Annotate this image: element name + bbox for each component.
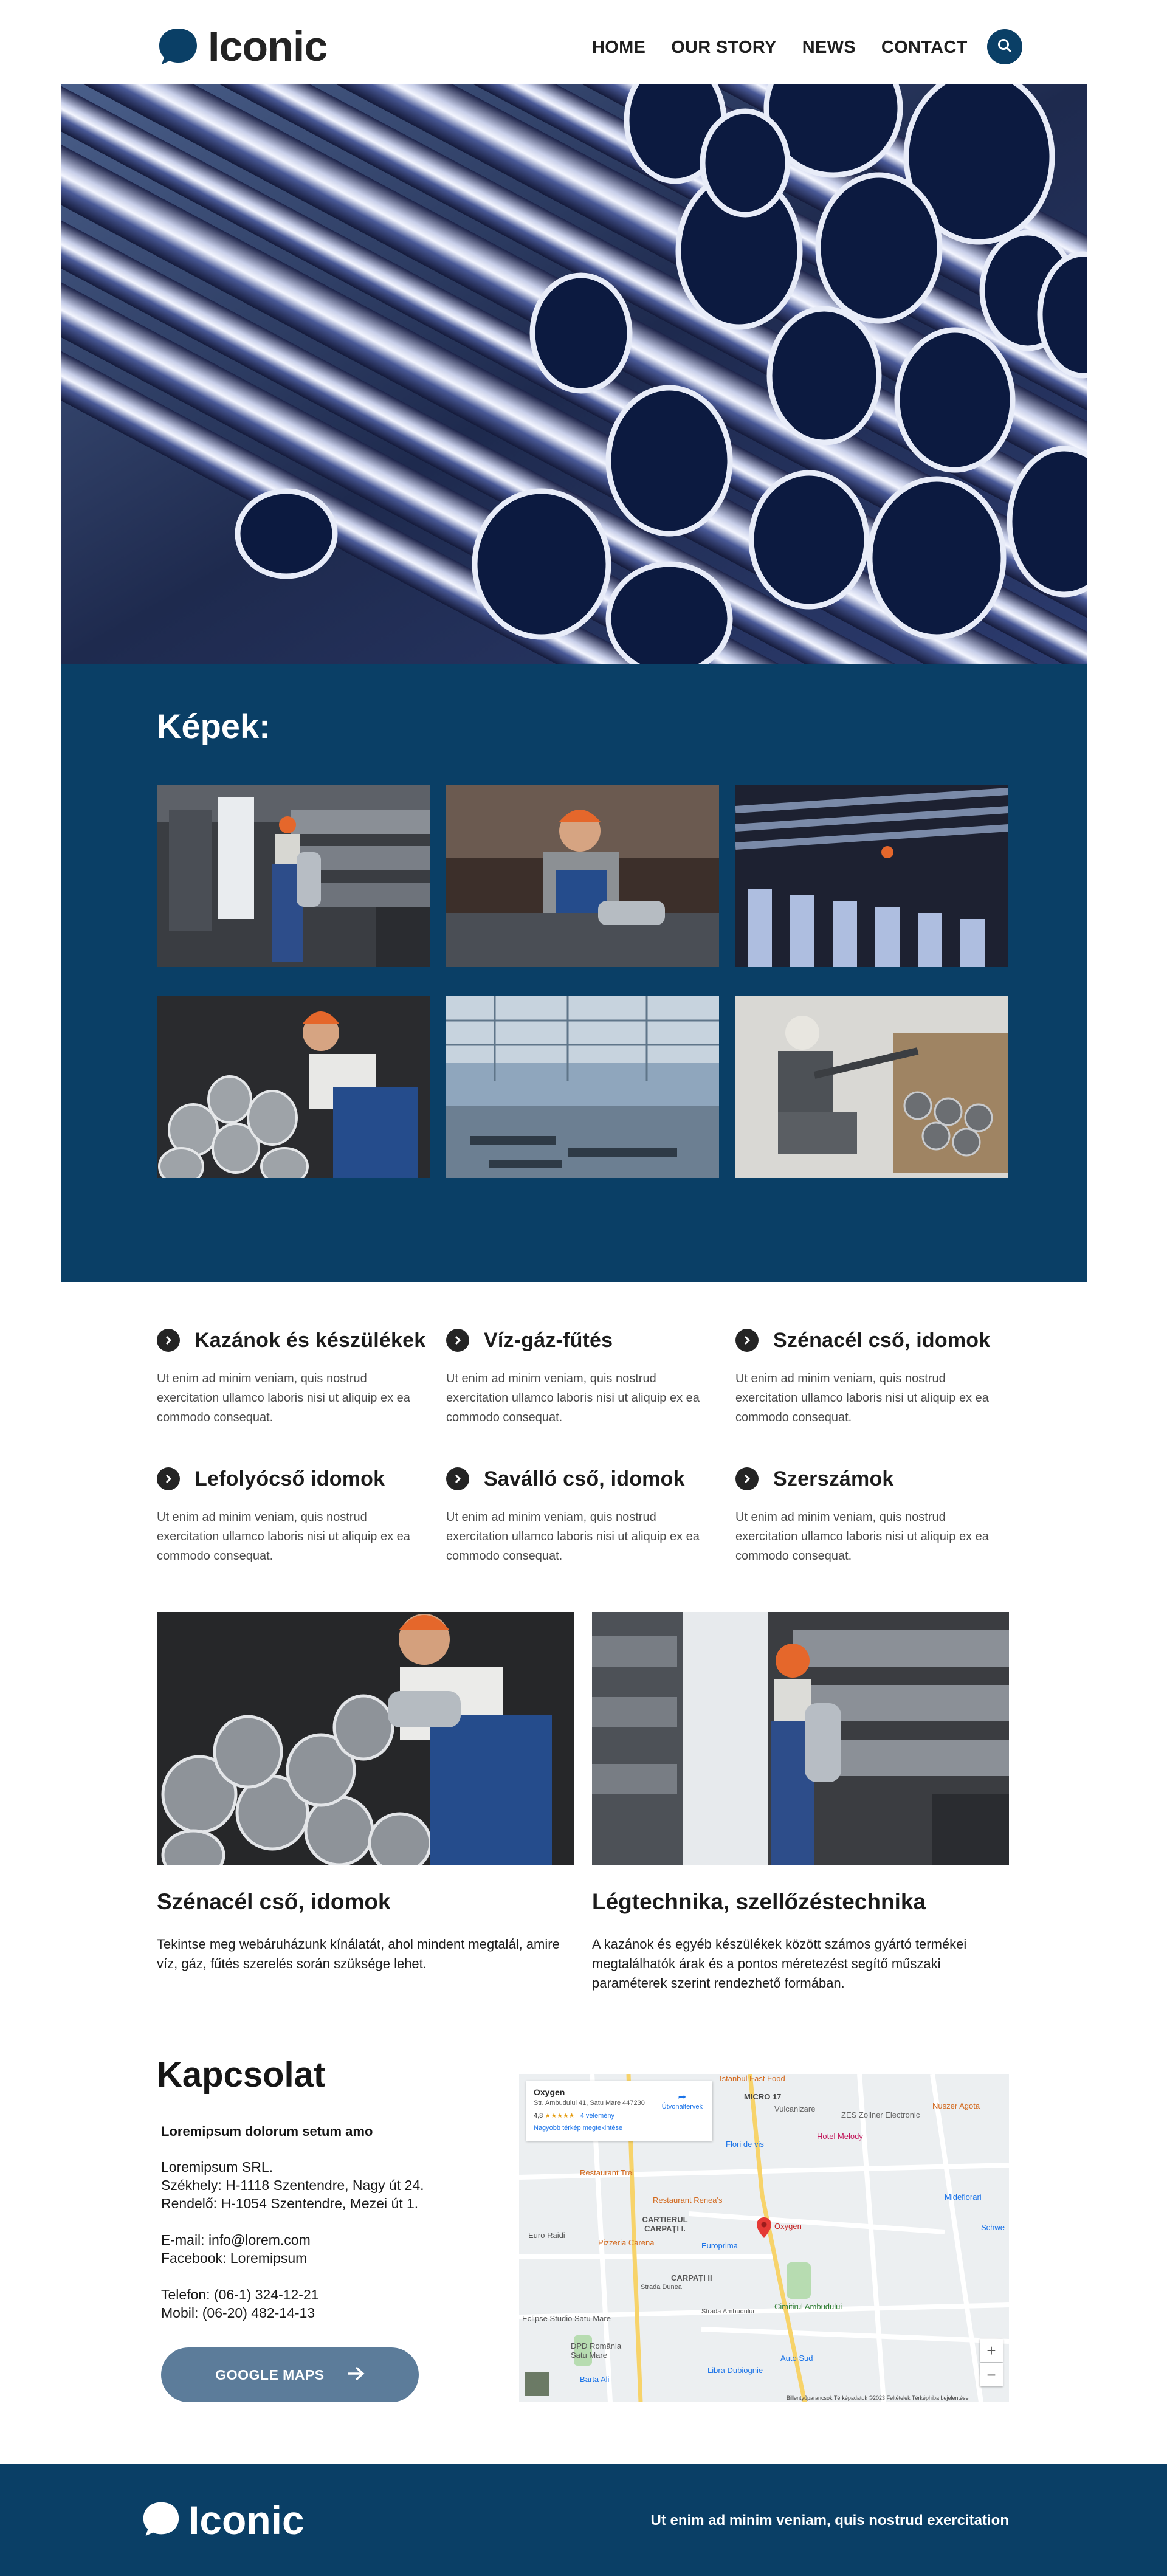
hero-image-pipes [61, 84, 1087, 664]
nav-news[interactable]: NEWS [802, 37, 856, 57]
map-label: MICRO 17 [744, 2092, 782, 2101]
site-header [0, 0, 1167, 84]
company-name: Loremipsum SRL. [161, 2159, 274, 2175]
gallery-image-worker-kneeling[interactable] [735, 996, 1008, 1178]
map-label: Restaurant Trei [580, 2168, 634, 2177]
contact-subtitle: Loremipsum dolorum setum amo [161, 2124, 373, 2139]
feature-image-ventilation[interactable] [592, 1612, 1009, 1865]
nav-contact[interactable]: CONTACT [881, 37, 968, 57]
site-logo[interactable] [157, 23, 327, 69]
service-description: Ut enim ad minim veniam, quis nostrud exercitation ullamco laboris nisi ut aliquip ex ea commodo consequat. [157, 1372, 410, 1424]
map-label: Barta Ali [580, 2375, 610, 2384]
site-footer [0, 2464, 1167, 2576]
map-label: Pizzeria Carena [598, 2238, 655, 2247]
map-label: CARPAȚI II [671, 2273, 712, 2282]
map-zoom-out-button[interactable]: − [980, 2363, 1003, 2386]
gallery-title: Képek: [157, 707, 270, 745]
gallery-image-welder[interactable] [446, 785, 719, 967]
map-label: Mideflorari [945, 2192, 982, 2202]
map-label: Cimitirul Ambudului [774, 2302, 842, 2311]
feature-title[interactable]: Szénacél cső, idomok [157, 1889, 391, 1914]
service-description: Ut enim ad minim veniam, quis nostrud exercitation ullamco laboris nisi ut aliquip ex ea commodo consequat. [735, 1510, 989, 1563]
map-directions-link[interactable] [662, 2091, 703, 2110]
map-place-rating [534, 2112, 705, 2120]
map-label: Auto Sud [780, 2354, 813, 2363]
google-maps-button[interactable] [161, 2347, 419, 2402]
speech-bubble-logo-icon [157, 26, 199, 66]
map-label: Oxygen [774, 2222, 802, 2231]
nav-home[interactable]: HOME [592, 37, 646, 57]
directions-icon: ➦ [678, 2092, 687, 2102]
map-place-card [526, 2081, 712, 2141]
feature-description: Tekintse meg webáruházunk kínálatát, ahol mindent megtalál, amire víz, gáz, fűtés szerelés során szüksége lehet. [157, 1937, 560, 1971]
company-seat: Székhely: H-1118 Szentendre, Nagy út 24. [161, 2177, 424, 2193]
service-title[interactable]: Szénacél cső, idomok [773, 1328, 991, 1352]
chevron-right-icon [735, 1329, 759, 1352]
map-label: Restaurant Renea's [653, 2195, 723, 2205]
service-item [735, 1464, 1003, 1566]
search-button[interactable] [987, 29, 1022, 64]
map-rating-value: 4,8 [534, 2112, 543, 2120]
map-label: DPD România Satu Mare [571, 2341, 622, 2360]
gallery-image-factory-hall[interactable] [446, 996, 719, 1178]
chevron-right-icon [446, 1467, 469, 1490]
arrow-right-icon [346, 2366, 365, 2385]
chevron-right-icon [735, 1467, 759, 1490]
service-title[interactable]: Víz-gáz-fűtés [484, 1328, 613, 1352]
map-label: Strada Ambudului [701, 2308, 754, 2315]
gallery-image-pipe-racks[interactable] [735, 785, 1008, 967]
service-item [157, 1464, 424, 1566]
map-place-name: Oxygen [534, 2087, 565, 2097]
contact-mobile[interactable]: Mobil: (06-20) 482-14-13 [161, 2305, 315, 2321]
contact-email[interactable]: E-mail: info@lorem.com [161, 2232, 311, 2248]
service-title[interactable]: Szerszámok [773, 1467, 894, 1490]
nav-our-story[interactable]: OUR STORY [671, 37, 777, 57]
map-label: Hotel Melody [817, 2132, 863, 2141]
chevron-right-icon [157, 1329, 180, 1352]
chevron-right-icon [157, 1467, 180, 1490]
map-label: ZES Zollner Electronic [841, 2110, 920, 2120]
service-item [735, 1325, 1003, 1427]
map-label: Flori de vis [726, 2140, 764, 2149]
speech-bubble-logo-icon [141, 2500, 181, 2541]
embedded-map[interactable] [519, 2074, 1009, 2402]
map-label: Eclipse Studio Satu Mare [522, 2314, 611, 2323]
google-maps-button-label: GOOGLE MAPS [215, 2366, 325, 2383]
map-label: Istanbul Fast Food [720, 2074, 785, 2083]
footer-tagline: Ut enim ad minim veniam, quis nostrud exercitation [650, 2512, 1009, 2529]
service-title[interactable]: Lefolyócső idomok [194, 1467, 385, 1490]
service-description: Ut enim ad minim veniam, quis nostrud exercitation ullamco laboris nisi ut aliquip ex ea commodo consequat. [446, 1372, 700, 1424]
map-label: Europrima [701, 2241, 738, 2250]
map-directions-label: Útvonaltervek [661, 2103, 703, 2110]
service-item [157, 1325, 424, 1427]
map-label: Schwe [981, 2223, 1005, 2232]
map-rating-stars: ★★★★★ [545, 2112, 575, 2120]
map-place-address: Str. Ambudului 41, Satu Mare 447230 [534, 2099, 645, 2107]
contact-title: Kapcsolat [157, 2055, 326, 2095]
map-label: Vulcanizare [774, 2104, 816, 2113]
map-pin-icon[interactable] [756, 2217, 772, 2242]
map-label: CARTIERUL CARPAȚI I. [642, 2215, 688, 2233]
service-description: Ut enim ad minim veniam, quis nostrud exercitation ullamco laboris nisi ut aliquip ex ea commodo consequat. [735, 1372, 989, 1424]
gallery-section [61, 664, 1087, 1282]
contact-phone[interactable]: Telefon: (06-1) 324-12-21 [161, 2287, 319, 2302]
map-label: Strada Dunea [641, 2284, 682, 2291]
map-label: Nuszer Agota [932, 2101, 980, 2110]
service-description: Ut enim ad minim veniam, quis nostrud exercitation ullamco laboris nisi ut aliquip ex ea commodo consequat. [446, 1510, 700, 1563]
footer-logo-text: Iconic [188, 2498, 305, 2543]
map-attribution[interactable]: Billentyűparancsok Térképadatok ©2023 Feltételek Térképhiba bejelentése [787, 2395, 969, 2401]
service-item [446, 1325, 714, 1427]
search-icon [996, 37, 1013, 57]
main-nav [592, 34, 968, 61]
gallery-image-worker-pipes[interactable] [157, 996, 430, 1178]
footer-logo[interactable] [141, 2499, 305, 2541]
service-item [446, 1464, 714, 1566]
feature-image-carbon-steel[interactable] [157, 1612, 574, 1865]
map-label: Euro Raidi [528, 2231, 565, 2240]
feature-description: A kazánok és egyéb készülékek között számos gyártó termékei megtalálhatók árak és a pontos méretezést segítő műszaki paraméterek szerint rendezhető formában. [592, 1937, 967, 1991]
service-title[interactable]: Kazánok és készülékek [194, 1328, 426, 1352]
gallery-image-worker-warehouse[interactable] [157, 785, 430, 967]
map-label: Libra Dubiognie [707, 2366, 763, 2375]
map-larger-link[interactable]: Nagyobb térkép megtekintése [534, 2124, 623, 2132]
chevron-right-icon [446, 1329, 469, 1352]
service-title[interactable]: Saválló cső, idomok [484, 1467, 685, 1490]
map-reviews-link[interactable]: 4 vélemény [580, 2112, 614, 2120]
feature-title[interactable]: Légtechnika, szellőzéstechnika [592, 1889, 926, 1914]
company-office: Rendelő: H-1054 Szentendre, Mezei út 1. [161, 2195, 419, 2211]
logo-text: Iconic [208, 22, 328, 70]
contact-facebook[interactable]: Facebook: Loremipsum [161, 2250, 308, 2266]
map-zoom-in-button[interactable]: + [980, 2339, 1003, 2362]
service-description: Ut enim ad minim veniam, quis nostrud exercitation ullamco laboris nisi ut aliquip ex ea commodo consequat. [157, 1510, 410, 1563]
